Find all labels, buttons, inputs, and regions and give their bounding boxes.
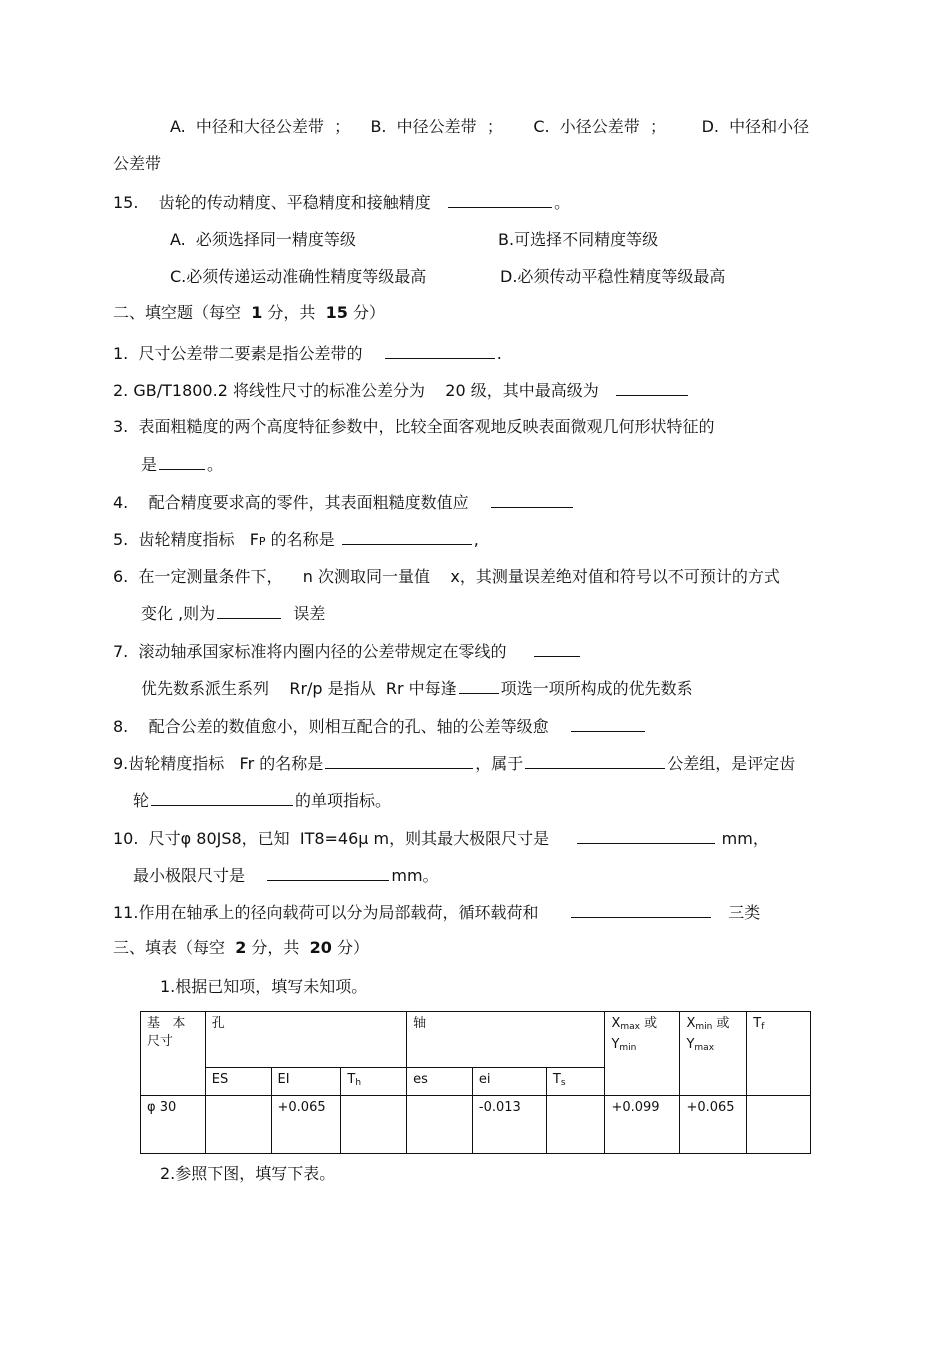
fill-item-8: 8. 配合公差的数值愈小，则相互配合的孔、轴的公差等级愈 [113, 715, 647, 738]
header-tf: $T_f$ [747, 1012, 811, 1096]
header-th: $T_h$ [341, 1068, 407, 1096]
cell-tf[interactable] [747, 1096, 811, 1154]
q15-option-a: A. 必须选择同一精度等级 [170, 230, 356, 249]
fill-item-7-cont: 优先数系派生系列 Rr/p 是指从 Rr 中每逢 项选一项所构成的优先数系 [141, 679, 693, 698]
fill-9-blank-c[interactable] [151, 789, 293, 806]
fill-6-blank[interactable] [217, 602, 281, 619]
fill-3-blank[interactable] [159, 453, 205, 470]
q14-options-wrap: 公差带 [113, 154, 162, 173]
fill-4-blank[interactable] [491, 491, 573, 508]
cell-shaft-es[interactable] [407, 1096, 473, 1154]
fill-9-blank-b[interactable] [525, 752, 665, 769]
header-xmax-ymin: $X_{max}$ 或 $Y_{min}$ [605, 1012, 680, 1096]
cell-xmin: +0.065 [680, 1096, 747, 1154]
header-shaft: 轴 [407, 1012, 605, 1068]
fill-item-5: 5. 齿轮精度指标 FP 的名称是 , [113, 530, 479, 549]
q14-options: A. 中径和大径公差带 ； B. 中径公差带 ； C. 小径公差带 ； D. 中径和小径 [170, 117, 810, 136]
table-2-title: 2.参照下图，填写下表。 [160, 1164, 336, 1183]
fill-item-2: 2. GB/T1800.2 将线性尺寸的标准公差分为 20 级，其中最高级为 [113, 379, 690, 402]
q15-option-c: C.必须传递运动准确性精度等级最高 [170, 267, 427, 286]
fill-item-7: 7. 滚动轴承国家标准将内圈内径的公差带规定在零线的 [113, 640, 582, 663]
fill-7-blank[interactable] [534, 640, 580, 657]
header-hole: 孔 [205, 1012, 406, 1068]
fill-item-9-cont: 轮 的单项指标。 [133, 791, 392, 810]
fill-item-6: 6. 在一定测量条件下， n 次测取同一量值 x，其测量误差绝对值和符号以不可预计的方式 [113, 567, 780, 586]
fill-9-blank-a[interactable] [325, 752, 473, 769]
fill-8-blank[interactable] [571, 715, 645, 732]
header-shaft-es: es [407, 1068, 473, 1096]
fill-item-10-cont: 最小极限尺寸是 mm。 [133, 866, 439, 885]
fill-7b-blank[interactable] [459, 677, 499, 694]
cell-hole-es[interactable] [205, 1096, 271, 1154]
fill-item-10: 10. 尺寸φ 80JS8，已知 IT8=46μ m，则其最大极限尺寸是 mm， [113, 829, 769, 848]
fill-2-blank[interactable] [616, 379, 688, 396]
section-3-heading: 三、填表（每空 2 分，共 20 分） [113, 938, 369, 957]
cell-xmax: +0.099 [605, 1096, 680, 1154]
header-basic-size: 基 本 尺寸 [141, 1012, 206, 1096]
cell-basic-size: φ 30 [141, 1096, 206, 1154]
fill-item-1: 1. 尺寸公差带二要素是指公差带的 . [113, 344, 502, 363]
header-xmin-ymax: $X_{min}$ 或 $Y_{max}$ [680, 1012, 747, 1096]
q15-blank[interactable] [448, 191, 552, 208]
fill-item-3: 3. 表面粗糙度的两个高度特征参数中，比较全面客观地反映表面微观几何形状特征的 [113, 417, 715, 436]
fill-item-6-cont: 变化 ,则为 误差 [141, 604, 326, 623]
fill-11-blank[interactable] [571, 901, 711, 918]
table-row [141, 1096, 811, 1154]
q15-option-b: B.可选择不同精度等级 [498, 230, 659, 249]
fill-item-4: 4. 配合精度要求高的零件，其表面粗糙度数值应 [113, 491, 575, 514]
fill-10-blank-a[interactable] [577, 827, 715, 844]
cell-ts[interactable] [546, 1096, 605, 1154]
fill-5-blank[interactable] [342, 528, 472, 545]
cell-shaft-ei: -0.013 [472, 1096, 546, 1154]
table-1-title: 1.根据已知项，填写未知项。 [160, 977, 368, 996]
cell-th[interactable] [341, 1096, 407, 1154]
section-2-heading: 二、填空题（每空 1 分，共 15 分） [113, 303, 385, 322]
fill-item-3-cont: 是 。 [141, 455, 224, 474]
tolerance-table [140, 1011, 811, 1154]
q15-option-d: D.必须传动平稳性精度等级最高 [500, 267, 726, 286]
fill-item-11: 11.作用在轴承上的径向载荷可以分为局部载荷，循环载荷和 三类 [113, 903, 761, 922]
q15-stem: 15. 齿轮的传动精度、平稳精度和接触精度 。 [113, 193, 571, 212]
header-hole-es: ES [205, 1068, 271, 1096]
header-ts: $T_s$ [546, 1068, 605, 1096]
fill-item-9: 9.齿轮精度指标 Fr 的名称是 ，属于 公差组，是评定齿 [113, 754, 796, 773]
header-shaft-ei: ei [472, 1068, 546, 1096]
cell-hole-ei: +0.065 [271, 1096, 341, 1154]
header-hole-ei: EI [271, 1068, 341, 1096]
fill-1-blank[interactable] [385, 342, 495, 359]
fill-10-blank-b[interactable] [267, 864, 389, 881]
